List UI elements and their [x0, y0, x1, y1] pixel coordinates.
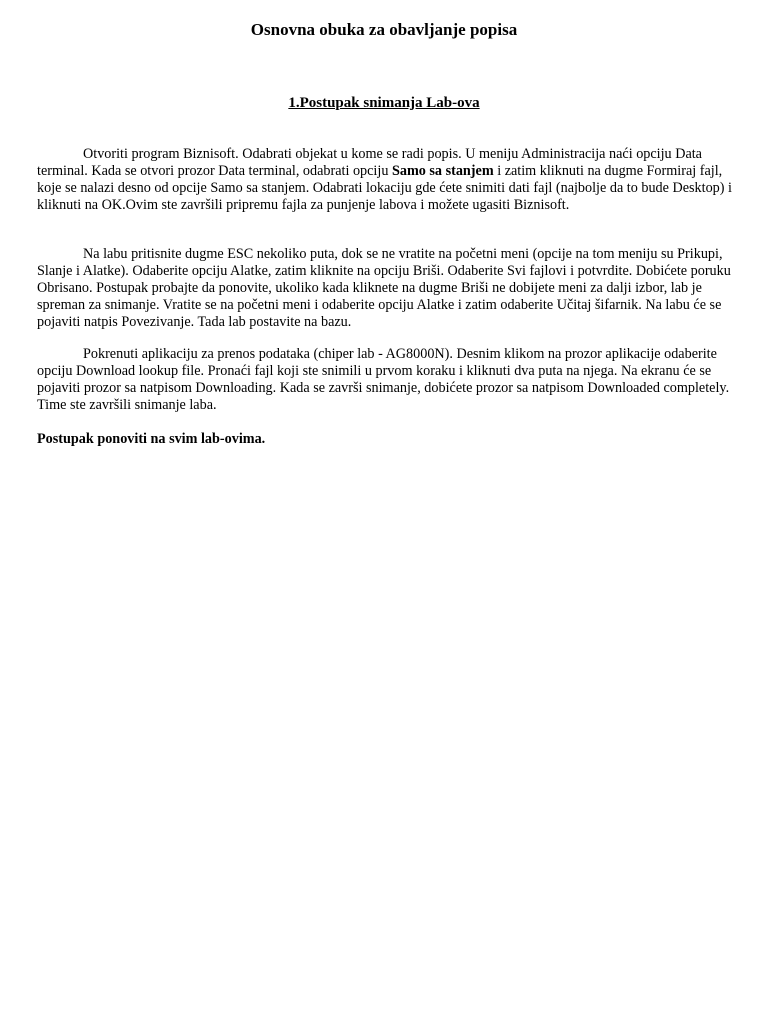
section-heading: 1.Postupak snimanja Lab-ova — [288, 95, 480, 111]
paragraph-2 — [37, 246, 733, 331]
paragraph-3-text: Pokrenuti aplikaciju za prenos podataka (chiper lab - AG8000N). Desnim klikom na prozor aplikacije odaberite opciju Download lookup file. Pronaći fajl koji ste snimili u prvom koraku i kliknuti dva puta na njega. Na ekranu će se pojaviti prozor sa natpisom Downloading. Kada se završi snimanje, dobićete prozor sa natpisom Downloaded completely. Time ste završili snimanje laba. — [37, 346, 730, 413]
paragraph-1-bold-term: Samo sa stanjem — [391, 163, 494, 179]
paragraph-3 — [37, 346, 733, 414]
paragraph-1-text-start: Otvoriti program Biznisoft. Odabrati objekat u kome se radi popis. U meniju Administracija naći opciju Data terminal. Kada se otvori prozor Data terminal, odabrati opciju — [37, 146, 702, 179]
document-title: Osnovna obuka za obavljanje popisa — [250, 20, 518, 39]
paragraph-1-text-end: i zatim kliknuti na dugme Formiraj fajl, koje se nalazi desno od opcije Samo sa stanjem. Odabrati lokaciju gde ćete snimiti dati fajl (najbolje da to bude Desktop) i kliknuti na OK.Ovim ste završili pripremu fajla za punjenje labova i možete ugasiti Biznisoft. — [37, 163, 732, 213]
closing-note: Postupak ponoviti na svim lab-ovima. — [37, 431, 266, 447]
paragraph-2-text: Na labu pritisnite dugme ESC nekoliko puta, dok se ne vratite na početni meni (opcije na tom meniju su Prikupi, Slanje i Alatke). Odaberite opciju Alatke, zatim kliknite na opciju Briši. Odaberite Svi fajlovi i potvrdite. Dobićete poruku Obrisano. Postupak probajte da ponovite, ukoliko kada kliknete na dugme Briši ne dobijete meni za dalji izbor, lab je spreman za snimanje. Vratite se na početni meni i odaberite opciju Alatke i zatim odaberite Učitaj šifarnik. Na labu će se pojaviti natpis Povezivanje. Tada lab postavite na bazu. — [37, 246, 731, 330]
paragraph-1 — [37, 146, 733, 214]
